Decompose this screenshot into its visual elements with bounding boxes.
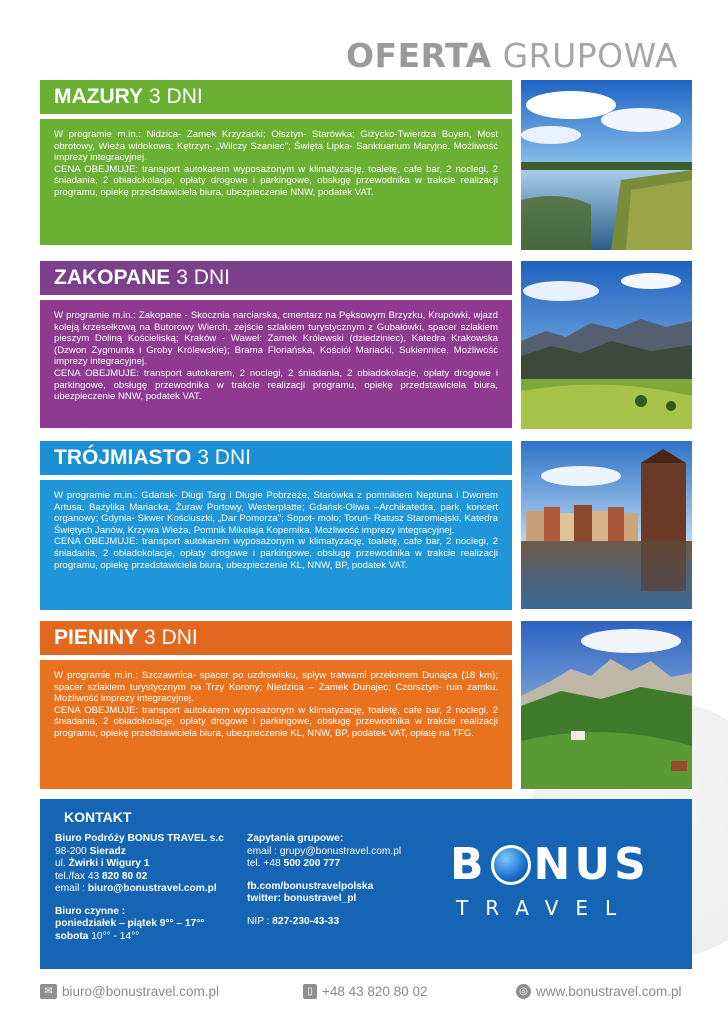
section-program: W programie m.in.: Zakopane - Skocznia narciarska, cmentarz na Pęksowym Brzyzku, Krupówki, wjazd koleją krzesełkową na Butorowy Wierch, zejście szlakiem turystycznym z Gubałówki, spacer szlakiem pieszym Doliną Kościeliską; Kraków - Wawel: Zamek Królewski (dziedziniec), Katedra Krakowska (Dzwon Zygmunta i Groby Królewskie); Brama Floriańska, Kościół Mariacki, Sukiennice. Możliwość imprezy integracyjnej. [54,310,498,368]
section-header [40,261,512,295]
footer-phone[interactable] [303,984,427,999]
photo-zakopane [521,261,692,429]
section-body [40,660,512,789]
bonus-travel-logo [450,839,660,929]
contact-title: KONTAKT [64,809,132,825]
title-bold: OFERTA [346,36,492,75]
section-days: 3 DNI [149,85,203,108]
office-phone: tel./fax 43 820 80 02 [55,870,148,882]
hours-weekdays: poniedziałek – piątek 9°° – 17°° [55,918,205,929]
office-email[interactable]: email : biuro@bonustravel.com.pl [55,883,217,894]
section-price: CENA OBEJMUJE: transport autokarem, 2 noclegi, 2 śniadania, 2 obiadokolacje, opłaty drogowe i parkingowe, obsługę przewodnika w trakcie realizacji programu, opiekę przedstawiciela biura, ubezpieczenie NNW, podatek VAT. [54,367,498,403]
contact-panel [40,799,692,969]
footer-web[interactable] [516,984,682,999]
photo-pieniny [521,621,692,789]
group-label: Zapytania grupowe: [247,833,344,844]
logo-wordmark: B NUS [450,839,650,890]
footer-phone-text: +48 43 820 80 02 [322,984,428,999]
nip-number: NIP : 827-230-43-33 [247,915,340,927]
section-days: 3 DNI [144,626,198,649]
twitter-link[interactable]: twitter: bonustravel_pl [247,893,357,904]
photo-trojmiasto [521,441,692,609]
section-name: PIENINY [54,626,139,649]
footer [40,982,692,1004]
section-program: W programie m.in.: Gdańsk- Długi Targ i Długie Pobrzeże, Starówka z pomnikiem Neptuna i Dworem Artusa, Bazylika Mariacka, Żuraw Portowy, Westerplatte; Gdańsk-Oliwa –Archikatedra, park, koncert organowy; Gdynia- Skwer Kościuszki, „Dar Pomorza"; Sopot- molo; Toruń- Ratusz Staromiejski, Katedra Świętych Janów, Krzywa Wieża, Pomnik Mikołaja Kopernika. Możliwość imprezy integracyjnej. [54,490,498,536]
section-header [40,621,512,655]
company-name: Biuro Podróży BONUS TRAVEL s.c [55,833,224,844]
section-header [40,441,512,475]
section-trojmiasto [40,441,512,610]
section-zakopane [40,261,512,428]
section-name: ZAKOPANE [54,266,171,289]
photo-mazury [521,80,692,250]
section-days: 3 DNI [176,266,230,289]
group-email[interactable]: email : grupy@bonustravel.com.pl [247,845,402,857]
footer-web-text: www.bonustravel.com.pl [536,984,682,999]
footer-email[interactable] [40,984,219,999]
logo-subtitle: TRAVEL [456,896,634,920]
section-name: TRÓJMIASTO [54,446,192,469]
contact-column-groups [247,833,447,928]
phone-icon: ▯ [303,984,317,999]
section-program: W programie m.in.: Szczawnica- spacer po uzdrowisku, spływ tratwami przełomem Dunajca (18 km); spacer szlakiem turystycznym na Trzy Korony; Niedzica – Zamek Dunajec; Czorsztyn- ruin zamku. Możliwość imprezy integracyjnej. [54,670,498,705]
hours-label: Biuro czynne : [55,905,126,917]
address-city: 98-200 Sieradz [55,845,126,857]
section-header [40,80,512,114]
section-price: CENA OBEJMUJE: transport autokarem wyposażonym w klimatyzację, toaletę, cafe bar, 2 noclegi, 2 śniadania, 2 obiadokolacje, opłaty drogowe i parkingowe, obsługę przewodnika w trakcie realizacji programu, opiekę przedstawiciela biura, ubezpieczenie KL, NNW, BP, podatek VAT, opłatę na TFG. [54,704,498,739]
section-days: 3 DNI [197,446,251,469]
section-body [40,300,512,428]
section-price: CENA OBEJMUJE: transport autokarem wyposażonym w klimatyzację, toaletę, cafe bar, 2 noclegi, 2 śniadania, 2 obiadokolacje, opłaty drogowe i parkingowe, obsługę przewodnika w trakcie realizacji programu, opiekę przedstawiciela biura, ubezpieczenie NNW, podatek VAT. [54,163,498,198]
section-program: W programie m.in.: Nidzica- Zamek Krzyżacki; Olsztyn- Starówka; Giżycko-Twierdza Boyen, Most obrotowy, Wieża widokowa; Kętrzyn- „Wilczy Szaniec"; Święta Lipka- Sanktuarium Maryjne. Możliwość imprezy integracyjnej. [54,129,498,164]
hours-saturday: sobota 10°° - 14°° [55,930,140,942]
group-phone: tel. +48 500 200 777 [247,858,341,869]
facebook-link[interactable]: fb.com/bonustravelpolska [247,880,374,892]
address-street: ul. Żwirki i Wigury 1 [55,858,150,869]
section-body [40,480,512,610]
title-light: GRUPOWA [502,36,678,75]
envelope-icon: ✉ [40,984,57,999]
page-title [346,36,678,75]
contact-column-office [55,833,245,943]
globe-icon: ◎ [516,984,531,999]
footer-email-text: biuro@bonustravel.com.pl [62,984,220,999]
section-body [40,119,512,245]
section-name: MAZURY [54,85,144,108]
section-mazury [40,80,512,245]
section-price: CENA OBEJMUJE: transport autokarem wyposażonym w klimatyzację, toaletę, cafe bar, 2 noclegi, 2 śniadania, 2 obiadokolacje, opłaty drogowe i parkingowe, obsługę przewodnika w trakcie realizacji programu, opiekę przedstawiciela biura, ubezpieczenie KL, NNW, BP, podatek VAT. [54,536,498,571]
globe-icon [491,845,531,885]
section-pieniny [40,621,512,789]
